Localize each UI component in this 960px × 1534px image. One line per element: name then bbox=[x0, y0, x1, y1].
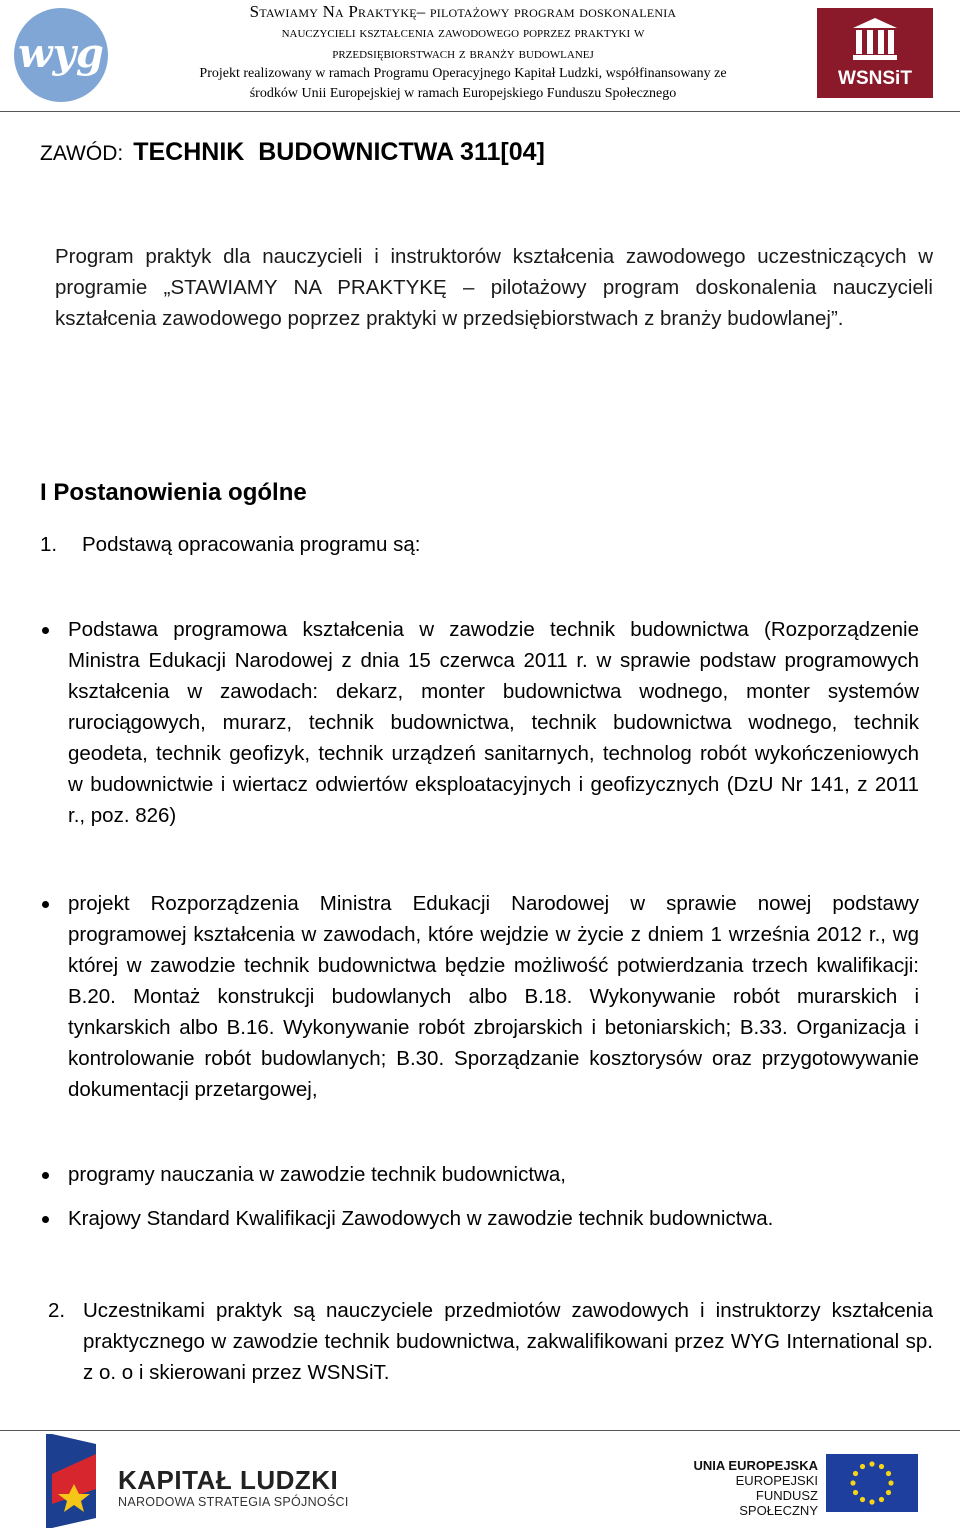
eu-star bbox=[850, 1480, 855, 1485]
header-line-4: Projekt realizowany w ramach Programu Operacyjnego Kapitał Ludzki, współfinansowany ze bbox=[199, 66, 727, 81]
item-number: 2. bbox=[48, 1299, 66, 1322]
wsnsit-logo-text: WSNSiT bbox=[838, 68, 912, 89]
eu-line-3: FUNDUSZ SPOŁECZNY bbox=[739, 1488, 818, 1518]
wsnsit-logo bbox=[817, 8, 933, 98]
profession-label: ZAWÓD: bbox=[40, 142, 124, 165]
bullet-icon bbox=[42, 901, 49, 908]
header-line-1: Stawiamy Na Praktykę– pilotażowy program doskonalenia bbox=[249, 2, 677, 21]
eu-star bbox=[886, 1471, 891, 1476]
eu-line-1: UNIA EUROPEJSKA bbox=[693, 1458, 818, 1473]
header-text bbox=[118, 0, 808, 104]
kapital-ludzki-flag-icon bbox=[46, 1434, 98, 1528]
intro-paragraph: Program praktyk dla nauczycieli i instruktorów kształcenia zawodowego uczestniczących w programie „STAWIAMY NA PRAKTYKĘ – pilotażowy program doskonalenia nauczycieli kształcenia zawodowego poprzez praktyki w przedsiębiorstwach z branży budowlanej”. bbox=[55, 245, 933, 330]
profession-title bbox=[40, 138, 545, 167]
eu-star bbox=[853, 1471, 858, 1476]
eu-star bbox=[886, 1490, 891, 1495]
kapital-ludzki-title: KAPITAŁ LUDZKI bbox=[118, 1465, 339, 1495]
eu-star bbox=[879, 1464, 884, 1469]
list-item: Krajowy Standard Kwalifikacji Zawodowych w zawodzie technik budownictwa. bbox=[68, 1207, 774, 1230]
eu-star bbox=[853, 1490, 858, 1495]
wyg-logo-text: wyg bbox=[18, 30, 104, 77]
list-item: projekt Rozporządzenia Ministra Edukacji Narodowej w sprawie nowej podstawy programowej kształcenia w zawodach, które wejdzie w życie z dniem 1 września 2012 r., wg której w zawodzie technik budownictwa będzie możliwość potwierdzania trzech kwalifikacji: B.20. Montaż konstrukcji budowlanych albo B.18. Wykonywanie robót murarskich i tynkarskich albo B.16. Wykonywanie robót zbrojarskich i betoniarskich; B.33. Organizacja i kontrolowanie robót budowlanych; B.30. Sporządzanie kosztorysów oraz przygotowywanie dokumentacji przetargowej, bbox=[68, 892, 919, 1101]
building-icon bbox=[853, 18, 897, 60]
header-line-5: środków Unii Europejskiej w ramach Europejskiego Funduszu Społecznego bbox=[249, 86, 677, 101]
eu-flag-icon bbox=[826, 1454, 918, 1512]
eu-star bbox=[888, 1480, 893, 1485]
page-header bbox=[0, 0, 960, 112]
list-item: programy nauczania w zawodzie technik budownictwa, bbox=[68, 1163, 566, 1186]
eu-star bbox=[860, 1497, 865, 1502]
eu-star bbox=[869, 1499, 874, 1504]
section-heading: I Postanowienia ogólne bbox=[40, 479, 307, 506]
kapital-ludzki-subtitle: NARODOWA STRATEGIA SPÓJNOŚCI bbox=[118, 1495, 349, 1509]
bullet-icon bbox=[42, 1216, 49, 1223]
header-divider bbox=[0, 111, 960, 112]
wyg-logo bbox=[14, 8, 108, 102]
item-text: Podstawą opracowania programu są: bbox=[82, 533, 421, 556]
profession-value: TECHNIK BUDOWNICTWA 311[04] bbox=[133, 138, 545, 166]
item-text: Uczestnikami praktyk są nauczyciele przedmiotów zawodowych i instruktorzy kształcenia praktycznego w zawodzie technik budownictwa, zakwalifikowani przez WYG International sp. z o. o i skierowani przez WSNSiT. bbox=[83, 1299, 933, 1384]
header-line-3: przedsiębiorstwach z branży budowlanej bbox=[332, 45, 594, 62]
eu-text bbox=[690, 1458, 818, 1518]
list-item: Podstawa programowa kształcenia w zawodzie technik budownictwa (Rozporządzenie Ministra Edukacji Narodowej z dnia 15 czerwca 2011 r. w sprawie podstaw programowych kształcenia w zawodach: dekarz, monter budownictwa wodnego, monter systemów rurociągowych, murarz, technik budownictwa, technik budownictwa wodnego, technik geodeta, technik geofizyk, technik urządzeń sanitarnych, technolog robót wykończeniowych w budownictwie i wiertacz odwiertów eksploatacyjnych i geofizycznych (DzU Nr 141, z 2011 r., poz. 826) bbox=[68, 618, 919, 827]
numbered-item-1 bbox=[40, 533, 420, 557]
bullet-icon bbox=[42, 627, 49, 634]
item-number: 1. bbox=[40, 533, 58, 556]
eu-star bbox=[860, 1464, 865, 1469]
footer-divider bbox=[0, 1430, 960, 1431]
header-line-2: nauczycieli kształcenia zawodowego poprzez praktyki w bbox=[281, 24, 645, 41]
eu-star bbox=[879, 1497, 884, 1502]
eu-line-2: EUROPEJSKI bbox=[735, 1473, 818, 1488]
eu-star bbox=[869, 1461, 874, 1466]
page-footer bbox=[0, 1432, 960, 1534]
bullet-icon bbox=[42, 1172, 49, 1179]
